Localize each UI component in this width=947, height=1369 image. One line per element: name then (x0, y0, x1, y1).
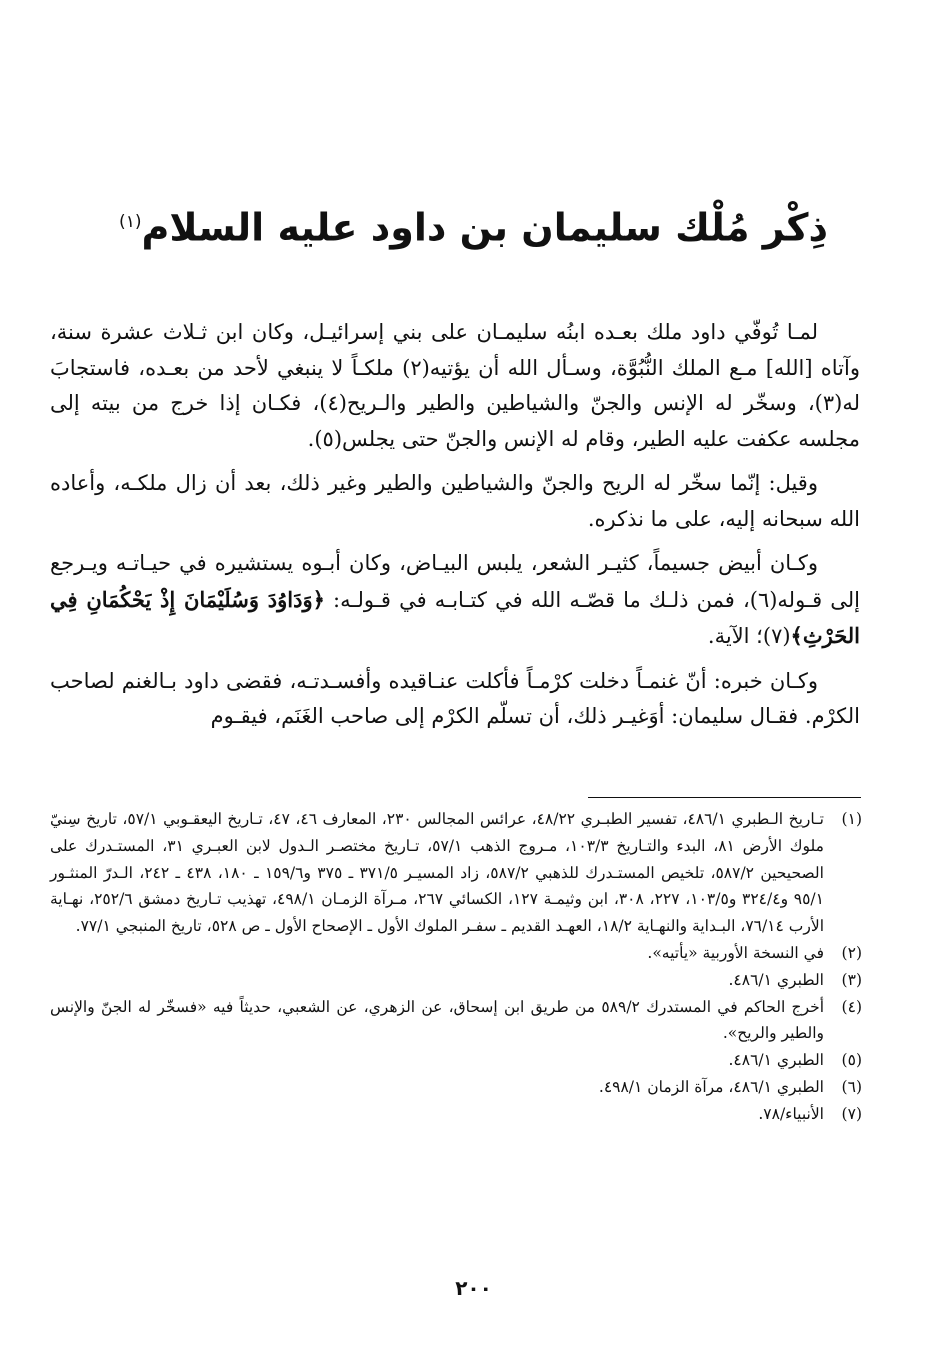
footnote-text: الأنبياء/٧٨. (758, 1104, 824, 1123)
footnote-number: (٧) (841, 1104, 862, 1123)
footnote-3 (50, 967, 862, 994)
footnote-number: (٣) (841, 970, 862, 989)
footnote-text: الطبري ٤٨٦/١، مرآة الزمان ٤٩٨/١. (598, 1077, 824, 1096)
footnote-text: الطبري ٤٨٦/١. (728, 1051, 824, 1070)
paragraph-3 (50, 546, 860, 655)
chapter-title-text: ذِكْر مُلْك سليمان بن داود عليه السلام (141, 206, 828, 251)
main-text (50, 315, 860, 744)
footnotes (50, 806, 862, 1128)
footnote-number: (١) (841, 810, 862, 828)
footnote-number: (٥) (841, 1051, 862, 1070)
paragraph-1: لمـا تُوفّي داود ملك بعـده ابنُه سليمـان على بني إسرائيـل، وكان ابن ثـلاث عشرة سنة، وآتاه [الله] مـع الملك النُّبُوَّة، وسـأل الله أن يؤتيه(٢) ملكـاً لا ينبغي لأحد من بعـده، فاستجابَ له(٣)، وسخّر له الإنس والجنّ والشياطين والطير والـريح(٤)، فكـان إذا خرج من بيته إلى مجلسه عكفت عليه الطير، وقام له الإنس والجنّ حتى يجلس(٥). (50, 320, 860, 451)
footnote-text: في النسخة الأوربية «يأتيه». (647, 943, 824, 962)
footnote-2 (50, 940, 862, 967)
footnote-5 (50, 1047, 862, 1074)
footnote-6 (50, 1074, 862, 1101)
paragraph-2: وقيل: إنّما سخّر له الريح والجنّ والشياطين والطير وغير ذلك، بعد أن زال ملكـه، وأعاده الله سبحانه إليه، على ما نذكره. (50, 471, 860, 531)
footnote-text: الطبري ٤٨٦/١. (728, 970, 824, 989)
page-number: ٢٠٠ (455, 1276, 492, 1300)
footnote-7 (50, 1101, 862, 1128)
paragraph-3-lead: وكـان أبيض جسيماً، كثيـر الشعر، يلبس البيـاض، وكان أبـوه يستشيره في حيـاتـه ويـرجع إلى قـوله(٦)، فمن ذلـك ما قصّـه الله في كتـابـه في قـولـه: (50, 551, 861, 612)
quran-verse: ﴿وَدَاوُدَ وَسُلَيْمَانَ إِذْ يَحْكُمَانِ فِي الحَرْثِ﴾ (50, 586, 860, 648)
paragraph-4: وكـان خبره: أنّ غنمـاً دخلت كرْمـاً فأكلت عنـاقيده وأفسـدتـه، فقضى داود بـالغنم لصاحب الكرْم. فقـال سليمان: أوَغيـر ذلك، أن تسلّم الكرْم إلى صاحب الغَنَم، فيقـوم (50, 668, 860, 728)
footnote-number: (٢) (841, 943, 862, 962)
title-footnote-ref: (١) (119, 212, 142, 233)
footnote-1 (50, 806, 862, 940)
footnote-text: تـاريخ الـطبري ٤٨٦/١، تفسير الطبـري ٤٨/٢٢، عرائس المجالس ٢٣٠، المعارف ٤٦، ٤٧، تـاريخ اليعقـوبي ٥٧/١، تاريخ سِنيّ ملوك الأرض ٨١، البدء والتـاريخ ١٠٣/٣، مـروج الذهب ٥٧/١، تـاريخ مختصـر الـدول لابن العبـري ٣١، المستـدرك على الصحيحين ٥٨٧/٢، تلخيص المستـدرك للذهبي ٥٨٧/٢، زاد المسيـر ٣٧١/٥ ـ ٣٧٥ و١٥٩/٦ ـ ١٨٠، ٤٣٨ ـ ٢٤٢، الـدرّ المنثـور ٩٥/١ و٣٢٤/٤ و١٠٣/٥، ٢٢٧، ٣٠٨، ابن وثيمـة ١٢٧، الكسائي ٢٦٧، مـرآة الزمـان ٤٩٨/١، تهذيب تـاريخ دمشق ٢٥٢/٦، نهـاية الأرب ٧٦/١٤، البـداية والنهـاية ١٨/٢، العهـد القديم ـ سفـر الملوك الأول ـ الإصحاح الأول ـ ص ٥٢٨، تاريخ المنبجي ٧٧/١. (50, 810, 824, 936)
paragraph-3-tail: (٧)؛ الآية. (707, 624, 791, 648)
footnote-number: (٦) (841, 1077, 862, 1096)
footnote-number: (٤) (841, 997, 862, 1016)
footnote-4 (50, 994, 862, 1048)
chapter-title (100, 197, 847, 253)
footnote-text: أخرج الحاكم في المستدرك ٥٨٩/٢ من طريق ابن إسحاق، عن الزهري، عن الشعبي، حديثاً فيه «فسخّر له الجنّ والإنس والطير والريح». (50, 997, 825, 1043)
footnote-separator (588, 797, 861, 798)
